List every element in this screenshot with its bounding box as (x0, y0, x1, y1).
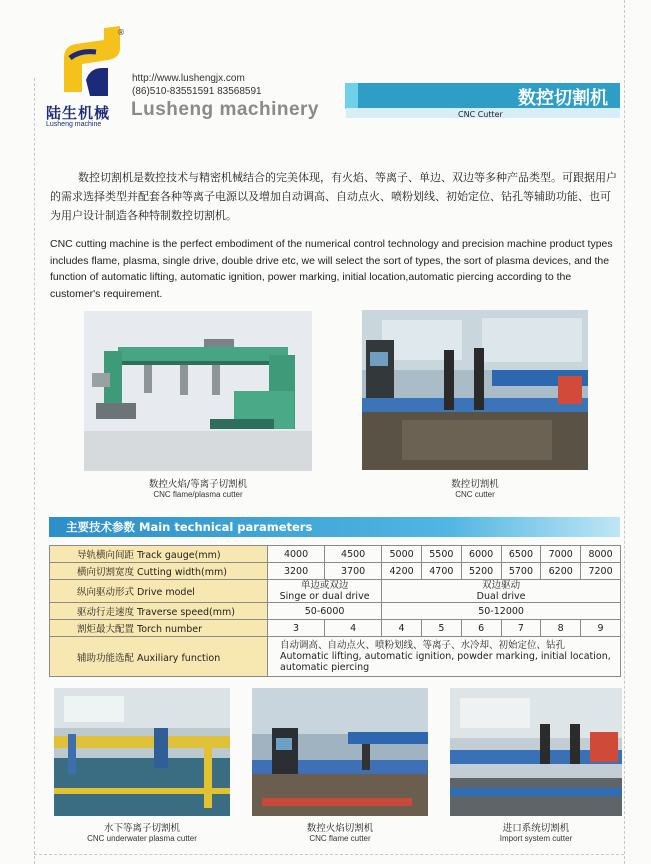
caption-en-underwater: CNC underwater plasma cutter (87, 834, 197, 843)
right-dashed-border (624, 0, 625, 864)
title-accent (345, 83, 359, 109)
intro-paragraph-cn: 数控切割机是数控技术与精密机械结合的完美体现，有火焰、等离子、单边、双边等多种产品类型。可跟据用户的需求选择类型并配套各种等离子电源以及增加自动调高、自动点火、喷粉划线、初始定位、钻孔等辅助功能、也可为用户设计制造各种特制数控切割机。 (50, 171, 617, 222)
params-title: 主要技术参数 Main technical parameters (66, 520, 313, 534)
caption-cn-flame: 数控火焰切割机 (306, 823, 374, 834)
photo-flame-plasma-cutter (84, 311, 312, 471)
row-label: 辅助功能选配 Auxiliary function (50, 637, 268, 677)
website-link[interactable]: http://www.lushengjx.com (132, 73, 245, 84)
table-row-drive-model (50, 580, 621, 603)
row-label: 驱动行走速度 Traverse speed(mm) (50, 603, 268, 620)
drive-a-cn: 单边或双边 (300, 580, 349, 591)
table-cell: 7200 (581, 563, 621, 580)
table-cell-auxiliary (268, 637, 621, 677)
caption-en-flame-plasma: CNC flame/plasma cutter (153, 490, 243, 499)
caption-en-import: Import system cutter (499, 834, 573, 843)
lusheng-logo (46, 22, 124, 100)
table-row-traverse-speed (50, 603, 621, 620)
table-cell: 8000 (581, 546, 621, 563)
table-cell: 5 (421, 620, 461, 637)
table-cell: 4500 (325, 546, 382, 563)
left-dashed-border (34, 78, 35, 864)
aux-cn: 自动调高、自动点火、喷粉划线、等离子、水冷却、初始定位、钻孔 (280, 640, 566, 651)
table-cell: 4200 (382, 563, 422, 580)
table-cell: 5700 (501, 563, 541, 580)
table-cell-drive-b (382, 580, 621, 603)
page-subtitle: CNC Cutter (458, 110, 503, 119)
table-row-track-gauge (50, 546, 621, 563)
table-cell: 7000 (541, 546, 581, 563)
drive-b-cn: 双边驱动 (482, 580, 521, 591)
table-row-auxiliary (50, 637, 621, 677)
table-cell: 6200 (541, 563, 581, 580)
caption-cn-flame-plasma: 数控火焰/等离子切割机 (148, 479, 248, 490)
table-cell: 3 (268, 620, 325, 637)
bottom-dashed-border (34, 854, 624, 855)
table-cell: 4 (382, 620, 422, 637)
photo-cnc-cutter (362, 310, 588, 470)
table-cell: 4700 (421, 563, 461, 580)
drive-b-en: Dual drive (476, 591, 526, 602)
drive-a-en: Singe or dual drive (279, 591, 370, 602)
table-cell: 7 (501, 620, 541, 637)
logo-text-cn: 陆生机械 (46, 104, 111, 122)
table-cell: 6500 (501, 546, 541, 563)
caption-en-flame: CNC flame cutter (309, 834, 371, 843)
table-cell: 50-12000 (382, 603, 621, 620)
table-row-cutting-width (50, 563, 621, 580)
table-cell: 9 (581, 620, 621, 637)
photo-underwater-plasma-cutter (54, 688, 230, 816)
page-title: 数控切割机 (518, 88, 608, 109)
aux-en: Automatic lifting, automatic ignition, powder marking, initial location, automatic piercing (280, 651, 611, 673)
registered-mark: ® (117, 28, 125, 37)
row-label: 横向切割宽度 Cutting width(mm) (50, 563, 268, 580)
photo-flame-cutter (252, 688, 428, 816)
table-cell: 6 (461, 620, 501, 637)
table-row-torch-number (50, 620, 621, 637)
table-cell-drive-a (268, 580, 382, 603)
table-cell: 3200 (268, 563, 325, 580)
table-cell: 5200 (461, 563, 501, 580)
table-cell: 5500 (421, 546, 461, 563)
table-cell: 6000 (461, 546, 501, 563)
logo-text-en: Lusheng machine (46, 121, 102, 128)
photo-import-system-cutter (450, 688, 622, 816)
caption-cn-import: 进口系统切割机 (502, 823, 570, 834)
row-label: 割炬最大配置 Torch number (50, 620, 268, 637)
contact-info (132, 72, 262, 98)
table-cell: 50-6000 (268, 603, 382, 620)
spec-table (49, 545, 621, 677)
intro-paragraph-en: CNC cutting machine is the perfect embodiment of the numerical control technology and precision machine product types includes flame, plasma, single drive, double drive etc, we will select the sort of types, the sort of plasma devices, and the function of automatic lifting, automatic ignition, power marking, initial location,automatic piercing according to the customer's requirement. (50, 238, 613, 300)
caption-cn-cnc-cutter: 数控切割机 (451, 479, 499, 490)
table-cell: 4 (325, 620, 382, 637)
caption-cn-underwater: 水下等离子切割机 (103, 823, 180, 834)
brand-name: Lusheng machinery (131, 99, 319, 120)
table-cell: 4000 (268, 546, 325, 563)
table-cell: 5000 (382, 546, 422, 563)
row-label: 纵向驱动形式 Drive model (50, 580, 268, 603)
table-cell: 8 (541, 620, 581, 637)
caption-en-cnc-cutter: CNC cutter (455, 490, 495, 499)
phone-numbers: (86)510-83551591 83568591 (132, 86, 262, 97)
table-cell: 3700 (325, 563, 382, 580)
row-label: 导轨横向间距 Track gauge(mm) (50, 546, 268, 563)
